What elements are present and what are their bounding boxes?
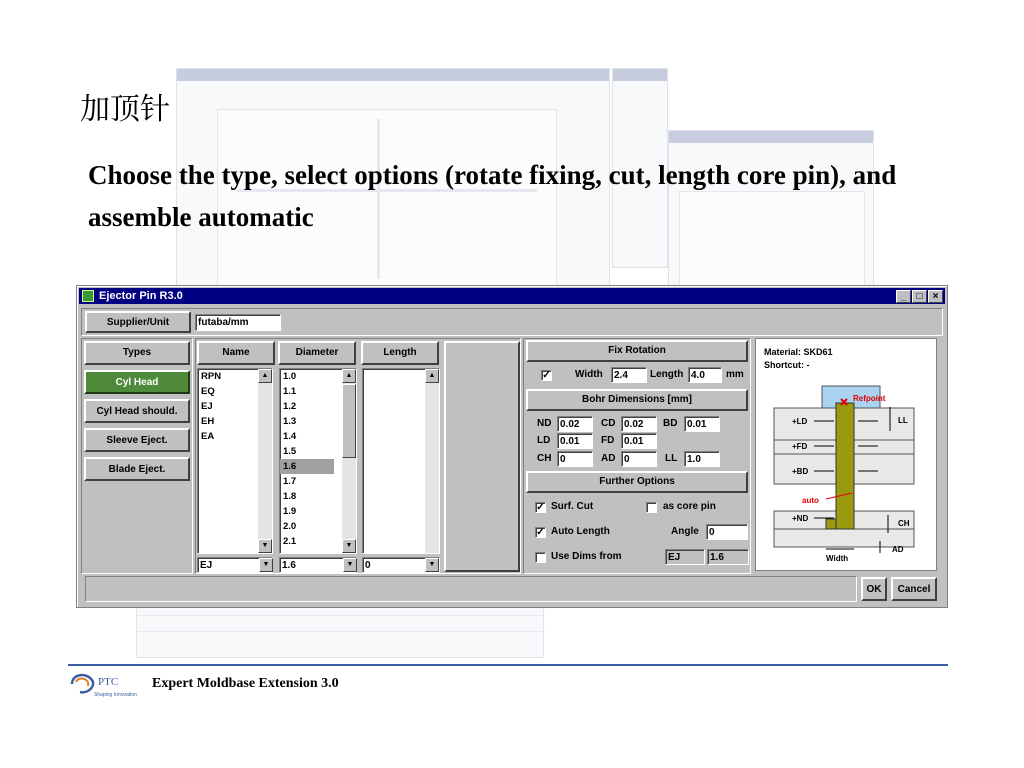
length-combo-arrow-icon[interactable]: ▼ — [425, 558, 439, 572]
auto-length-checkbox[interactable]: ✓ — [536, 527, 545, 538]
dialog-titlebar[interactable] — [79, 288, 945, 304]
refpoint-label: Refpoint — [853, 394, 886, 403]
type-cyl-head-button[interactable]: Cyl Head — [84, 370, 190, 394]
pin-body — [836, 403, 854, 529]
diameter-item[interactable]: 1.5 — [283, 446, 297, 457]
fd-label: FD — [601, 435, 615, 446]
ad-field[interactable]: 0 — [621, 451, 657, 467]
ptc-logo — [68, 668, 148, 700]
fd-field[interactable]: 0.01 — [621, 433, 657, 449]
diameter-item[interactable]: 2.1 — [283, 536, 297, 547]
diameter-header: Diameter — [278, 341, 356, 365]
dialog-title: Ejector Pin R3.0 — [99, 290, 183, 302]
ad-label: AD — [601, 453, 616, 464]
bd-field[interactable]: 0.01 — [684, 416, 720, 432]
diameter-item[interactable]: 1.8 — [283, 491, 297, 502]
nd-label: ND — [537, 418, 552, 429]
fix-rotation-checkbox[interactable]: ✓ — [542, 370, 551, 381]
diameter-scrollbar[interactable] — [342, 369, 356, 553]
diameter-item[interactable]: 1.4 — [283, 431, 297, 442]
blank-column-button[interactable] — [444, 341, 520, 572]
diameter-item[interactable]: 1.3 — [283, 416, 297, 427]
fd-label: +FD — [792, 442, 808, 451]
diameter-combo[interactable]: 1.6 — [279, 557, 357, 573]
use-dims-checkbox[interactable] — [535, 552, 546, 563]
logo-tagline: Shaping Innovation — [94, 692, 137, 698]
supplier-unit-button[interactable]: Supplier/Unit — [85, 311, 191, 333]
bd-label: BD — [663, 418, 678, 429]
length-combo[interactable]: 0 — [362, 557, 440, 573]
diameter-item-selected[interactable]: 1.6 — [280, 459, 334, 474]
footer-text: Expert Moldbase Extension 3.0 — [152, 676, 339, 691]
auto-length-label: Auto Length — [551, 526, 610, 537]
scroll-up-icon[interactable]: ▲ — [342, 369, 356, 383]
slide-subtitle: Choose the type, select options (rotate fixing, cut, length core pin), and assemble automatic — [88, 160, 897, 232]
name-list[interactable] — [197, 368, 273, 554]
surf-cut-label: Surf. Cut — [551, 501, 594, 512]
ll-label: LL — [665, 453, 678, 464]
unit-label: mm — [726, 369, 744, 380]
ok-button[interactable]: OK — [861, 577, 887, 601]
length-list[interactable] — [362, 368, 440, 554]
slide-title: 加顶针 — [80, 92, 170, 127]
name-combo[interactable]: EJ — [197, 557, 273, 573]
use-dims-name-field: EJ — [665, 549, 705, 565]
ejector-pin-diagram — [756, 339, 938, 572]
surf-cut-checkbox[interactable]: ✓ — [536, 502, 545, 513]
app-icon — [82, 290, 94, 302]
scroll-up-icon[interactable]: ▲ — [258, 369, 272, 383]
name-combo-arrow-icon[interactable]: ▼ — [259, 558, 273, 572]
cancel-button[interactable]: Cancel — [891, 577, 937, 601]
nd-field[interactable]: 0.02 — [557, 416, 593, 432]
scroll-down-icon[interactable]: ▼ — [258, 539, 272, 553]
diameter-list[interactable] — [279, 368, 357, 554]
ld-field[interactable]: 0.01 — [557, 433, 593, 449]
name-item[interactable]: EJ — [201, 401, 213, 412]
name-header: Name — [197, 341, 275, 365]
diameter-item[interactable]: 1.2 — [283, 401, 297, 412]
use-dims-diameter-field: 1.6 — [707, 549, 749, 565]
bohr-dimensions-header[interactable]: Bohr Dimensions [mm] — [526, 389, 748, 411]
diameter-item[interactable]: 1.0 — [283, 371, 297, 382]
ll-label: LL — [898, 416, 908, 425]
fix-rotation-header[interactable]: Fix Rotation — [526, 340, 748, 362]
ld-label: LD — [537, 435, 551, 446]
length-option-label: Length — [650, 369, 684, 380]
ll-field[interactable]: 1.0 — [684, 451, 720, 467]
diameter-item[interactable]: 1.7 — [283, 476, 297, 487]
core-pin-checkbox[interactable] — [646, 502, 657, 513]
diameter-combo-arrow-icon[interactable]: ▼ — [343, 558, 357, 572]
width-label: Width — [575, 369, 603, 380]
status-bar — [85, 576, 857, 602]
further-options-header[interactable]: Further Options — [526, 471, 748, 493]
scroll-up-icon[interactable]: ▲ — [425, 369, 439, 383]
name-item[interactable]: EH — [201, 416, 215, 427]
supplier-unit-field[interactable]: futaba/mm — [195, 314, 281, 331]
ld-label: +LD — [792, 417, 808, 426]
footer-divider — [68, 664, 948, 666]
maximize-button[interactable]: □ — [912, 290, 927, 303]
name-scrollbar[interactable] — [258, 369, 272, 553]
material-label: Material: SKD61 — [764, 347, 833, 357]
cd-label: CD — [601, 418, 616, 429]
diameter-item[interactable]: 1.1 — [283, 386, 297, 397]
angle-field[interactable]: 0 — [706, 524, 748, 540]
length-header: Length — [361, 341, 439, 365]
ch-field[interactable]: 0 — [557, 451, 593, 467]
type-blade-eject-button[interactable]: Blade Eject. — [84, 457, 190, 481]
auto-label: auto — [802, 496, 819, 505]
use-dims-label: Use Dims from — [551, 551, 622, 562]
width-field[interactable]: 2.4 — [611, 367, 647, 383]
type-cyl-head-should-button[interactable]: Cyl Head should. — [84, 399, 190, 423]
nd-label: +ND — [792, 514, 809, 523]
bd-label: +BD — [792, 467, 809, 476]
ch-label: CH — [898, 519, 910, 528]
diameter-item[interactable]: 2.0 — [283, 521, 297, 532]
pin-diagram-panel — [755, 338, 937, 571]
diameter-item[interactable]: 1.9 — [283, 506, 297, 517]
type-sleeve-eject-button[interactable]: Sleeve Eject. — [84, 428, 190, 452]
ch-label: CH — [537, 453, 552, 464]
logo-text: PTC — [98, 676, 119, 688]
scroll-thumb[interactable] — [342, 384, 356, 458]
types-header: Types — [84, 341, 190, 365]
name-item[interactable]: RPN — [201, 371, 222, 382]
ad-label: AD — [892, 545, 904, 554]
name-item[interactable]: EA — [201, 431, 215, 442]
name-item[interactable]: EQ — [201, 386, 215, 397]
length-scrollbar[interactable] — [425, 369, 439, 553]
core-pin-label: as core pin — [663, 501, 716, 512]
width-label: Width — [826, 554, 849, 563]
cd-field[interactable]: 0.02 — [621, 416, 657, 432]
background-screenshot-bottom — [136, 600, 544, 658]
scroll-down-icon[interactable]: ▼ — [342, 539, 356, 553]
close-button[interactable]: × — [928, 290, 943, 303]
shortcut-label: Shortcut: - — [764, 360, 810, 370]
angle-label: Angle — [671, 526, 699, 537]
length-option-field[interactable]: 4.0 — [688, 367, 722, 383]
minimize-button[interactable]: _ — [896, 290, 911, 303]
